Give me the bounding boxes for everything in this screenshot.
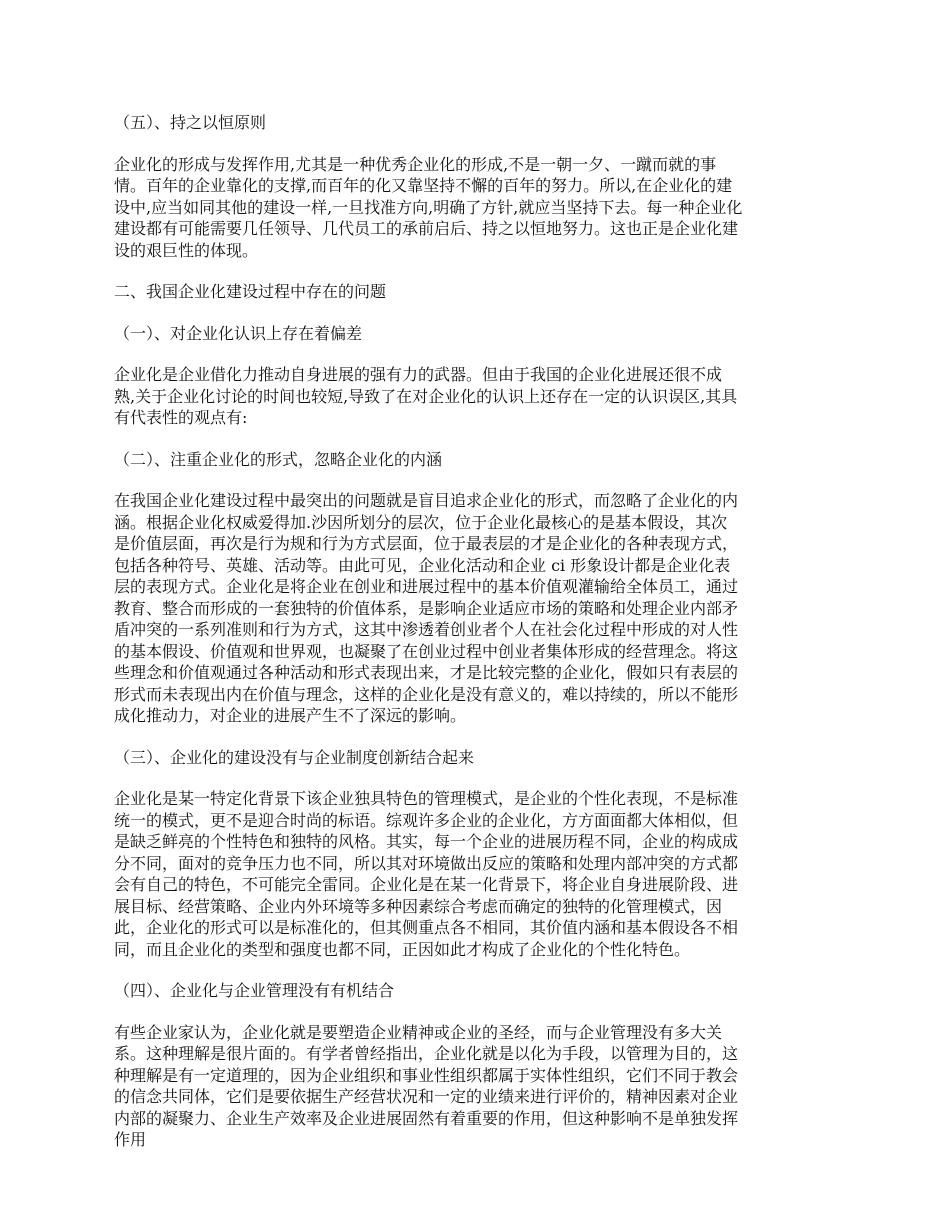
paragraph-form-vs-content: 在我国企业化建设过程中最突出的问题就是盲目追求企业化的形式，而忽略了企业化的内 涵。根据企业化权威爱得加.沙因所划分的层次，位于企业化最核心的是基本假设，其次 是价值层面，再次是行为规和行为方式层面，位于最表层的才是企业化的各种表现方式， 包括各种符号、英雄、活动等。由此可见，企业化活动和企业 ci 形象设计都是企业化表 层的表现方式。企业化是将企业在创业和进展过程中的基本价值观灌输给全体员工，通过 教育、整合而形成的一套独特的价值体系，是影响企业适应市场的策略和处理企业内部矛 盾冲突的一系列准则和行为方式，这其中渗透着创业者个人在社会化过程中形成的对人性 的基本假设、价值观和世界观，也凝聚了在创业过程中创业者集体形成的经营理念。将这 些理念和价值观通过各种活动和形式表现出来，才是比较完整的企业化，假如只有表层的 形式而未表现出内在价值与理念，这样的企业化是没有意义的，难以持续的，所以不能形 成化推动力，对企业的进展产生不了深远的影响。 xyxy=(114,491,739,725)
chapter-heading-problems: 二、我国企业化建设过程中存在的问题 xyxy=(114,282,387,301)
section-heading-institutional-innovation: （三）、企业化的建设没有与企业制度创新结合起来 xyxy=(114,747,475,767)
section-heading-understanding: （一）、对企业化认识上存在着偏差 xyxy=(114,323,363,343)
section-heading-form-vs-content: （二）、注重企业化的形式，忽略企业化的内涵 xyxy=(114,449,443,469)
paragraph-understanding: 企业化是企业借化力推动自身进展的强有力的武器。但由于我国的企业化进展还很不成 熟,关于企业化讨论的时间也较短,导致了在对企业化的认识上还存在一定的认识误区,其具 有代表性的观点有: xyxy=(114,365,738,427)
document-page xyxy=(114,112,841,1151)
section-heading-management-integration: （四）、企业化与企业管理没有有机结合 xyxy=(114,981,395,1000)
paragraph-persistence: 企业化的形成与发挥作用,尤其是一种优秀企业化的形成,不是一朝一夕、一蹴而就的事 情。百年的企业靠化的支撑,而百年的化又靠坚持不懈的百年的努力。所以,在企业化的建 设中,应当如同其他的建设一样,一旦找准方向,明确了方针,就应当坚持下去。每一种企业化 建设都有可能需要几任领导、几代员工的承前启后、持之以恒地努力。这也正是企业化建 设的艰巨性的体现。 xyxy=(114,154,743,260)
paragraph-institutional-innovation: 企业化是某一特定化背景下该企业独具特色的管理模式，是企业的个性化表现，不是标准 统一的模式，更不是迎合时尚的标语。综观许多企业的企业化，方方面面都大体相似，但 是缺乏鲜亮的个性特色和独特的风格。其实，每一个企业的进展历程不同，企业的构成成 分不同，面对的竞争压力也不同，所以其对环境做出反应的策略和处理内部冲突的方式都 会有自己的特色，不可能完全雷同。企业化是在某一化背景下，将企业自身进展阶段、进 展目标、经营策略、企业内外环境等多种因素综合考虑而确定的独特的化管理模式，因 此，企业化的形式可以是标准化的，但其侧重点各不相同，其价值内涵和基本假设各不相 同，而且企业化的类型和强度也都不同，正因如此才构成了企业化的个性化特色。 xyxy=(114,789,739,959)
paragraph-management-integration: 有些企业家认为，企业化就是要塑造企业精神或企业的圣经，而与企业管理没有多大关 系。这种理解是很片面的。有学者曾经指出，企业化就是以化为手段，以管理为目的，这 种理解是有一定道理的，因为企业组织和事业性组织都属于实体性组织，它们不同于教会 的信念共同体，它们是要依据生产经营状况和一定的业绩来进行评价的，精神因素对企业 内部的凝聚力、企业生产效率及企业进展固然有着重要的作用，但这种影响不是单独发挥 作用 xyxy=(114,1022,739,1149)
section-heading-persistence: （五）、持之以恒原则 xyxy=(114,113,267,132)
